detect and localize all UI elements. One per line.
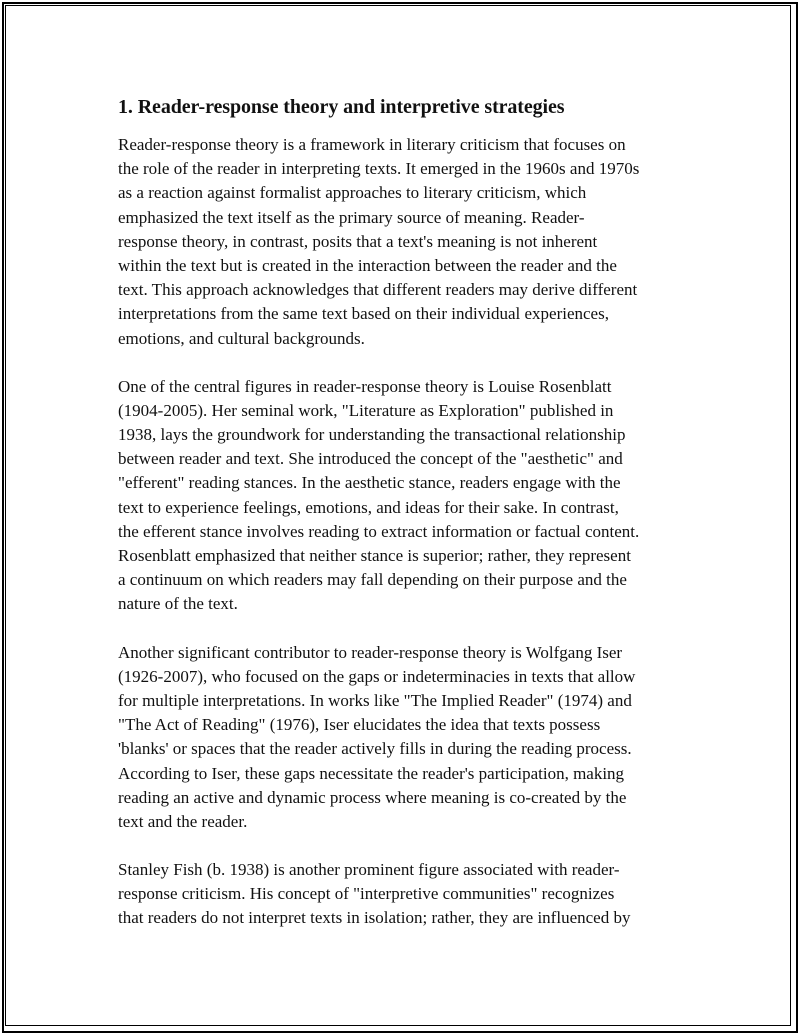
paragraph-line: as a reaction against formalist approaches to literary criticism, which [118,183,587,203]
paragraph-line: for multiple interpretations. In works like "The Implied Reader" (1974) and [118,690,632,710]
paragraph-line: text and the reader. [118,811,248,831]
document-body [118,94,688,931]
paragraph-line: text. This approach acknowledges that different readers may derive different [118,280,638,300]
paragraph-line: nature of the text. [118,594,238,614]
paragraph-line: "The Act of Reading" (1976), Iser elucidates the idea that texts possess [118,715,601,735]
paragraph-fish [118,858,688,931]
paragraph-line: response theory, in contrast, posits that a text's meaning is not inherent [118,231,598,251]
paragraph-line: response criticism. His concept of "interpretive communities" recognizes [118,884,615,904]
paragraph-line: the role of the reader in interpreting texts. It emerged in the 1960s and 1970s [118,159,640,179]
paragraph-line: (1926-2007), who focused on the gaps or indeterminacies in texts that allow [118,666,636,686]
paragraph-line: 'blanks' or spaces that the reader actively fills in during the reading process. [118,739,632,759]
paragraph-line: emphasized the text itself as the primary source of meaning. Reader- [118,207,585,227]
section-heading: 1. Reader-response theory and interpretive strategies [118,96,565,118]
paragraph-line: Reader-response theory is a framework in literary criticism that focuses on [118,135,626,154]
paragraph-rosenblatt [118,375,688,617]
paragraph-line: Stanley Fish (b. 1938) is another prominent figure associated with reader- [118,860,620,880]
paragraph-line: "efferent" reading stances. In the aesthetic stance, readers engage with the [118,473,621,493]
paragraph-line: According to Iser, these gaps necessitate the reader's participation, making [118,763,625,783]
paragraph-line: (1904-2005). Her seminal work, "Literature as Exploration" published in [118,400,614,420]
paragraph-line: interpretations from the same text based on their individual experiences, [118,304,609,324]
paragraph-line: reading an active and dynamic process where meaning is co-created by the [118,787,627,807]
paragraph-reader-response-intro [118,133,688,351]
paragraph-line: the efferent stance involves reading to extract information or factual content. [118,521,640,541]
paragraph-line: 1938, lays the groundwork for understanding the transactional relationship [118,425,626,445]
paragraph-line: Another significant contributor to reader-response theory is Wolfgang Iser [118,642,623,662]
paragraph-line: within the text but is created in the interaction between the reader and the [118,255,617,275]
paragraph-line: Rosenblatt emphasized that neither stance is superior; rather, they represent [118,546,631,565]
paragraph-iser [118,641,688,835]
paragraph-line: a continuum on which readers may fall depending on their purpose and the [118,570,627,590]
paragraph-line: One of the central figures in reader-response theory is Louise Rosenblatt [118,376,612,396]
paragraph-line: between reader and text. She introduced the concept of the "aesthetic" and [118,449,623,469]
paragraph-line: that readers do not interpret texts in isolation; rather, they are influenced by [118,908,631,928]
paragraph-line: emotions, and cultural backgrounds. [118,328,365,348]
paragraph-line: text to experience feelings, emotions, and ideas for their sake. In contrast, [118,497,619,517]
